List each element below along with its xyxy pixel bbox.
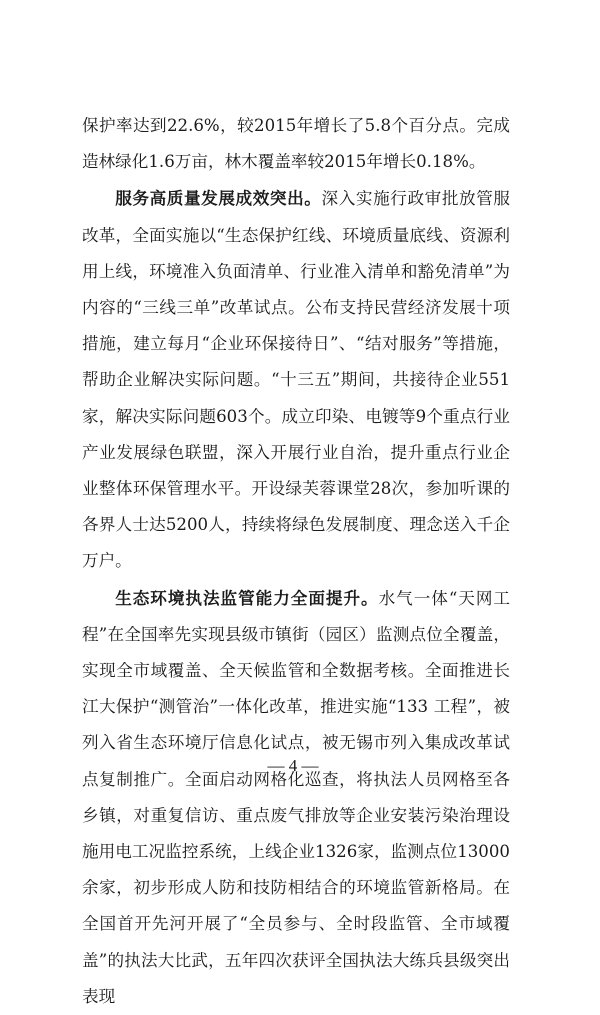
paragraph-1-text: 保护率达到22.6%，较2015年增长了5.8个百分点。完成造林绿化1.6万亩，林木覆盖率较2015年增长0.18%。 [82, 116, 510, 172]
paragraph-2-heading: 服务高质量发展成效突出。 [115, 188, 322, 209]
paragraph-3-heading: 生态环境执法监管能力全面提升。 [115, 587, 379, 608]
paragraph-2-text: 深入实施行政审批放管服改革，全面实施以“生态保护红线、环境质量底线、资源利用上线，环境准入负面清单、行业准入清单和豁免清单”为内容的“三线三单”改革试点。公布支持民营经济发展十项措施，建立每月“企业环保接待日”、“结对服务”等措施，帮助企业解决实际问题。“十三五”期间，共接待企业551家，解决实际问题603个。成立印染、电镀等9个重点行业产业发展绿色联盟，深入开展行业自治，提升重点行业企业整体环保管理水平。开设绿芙蓉课堂28次，参加听课的各界人士达5200人，持续将绿色发展制度、理念送入千企万户。 [82, 189, 511, 571]
document-body [82, 108, 510, 1015]
page-number: — 4 — [267, 756, 319, 775]
paragraph-enforcement [82, 580, 510, 1015]
paragraph-service-quality [82, 180, 510, 579]
paragraph-1 [82, 108, 510, 180]
paragraph-3-text: 水气一体“天网工程”在全国率先实现县级市镇街（园区）监测点位全覆盖，实现全市域覆盖、全天候监管和全数据考核。全面推进长江大保护“测管治”一体化改革，推进实施“133 工程”，被列入省生态环境厅信息化试点，被无锡市列入集成改革试点复制推广。全面启动网格化巡查，将执法人员网格至各乡镇，对重复信访、重点废气排放等企业安装污染治理设施用电工况监控系统，上线企业1326家，监测点位13000余家，初步形成人防和技防相结合的环境监管新格局。在全国首开先河开展了“全员参与、全时段监管、全市域覆盖”的执法大比武，五年四次获评全国执法大练兵县级突出表现 [82, 588, 510, 1006]
